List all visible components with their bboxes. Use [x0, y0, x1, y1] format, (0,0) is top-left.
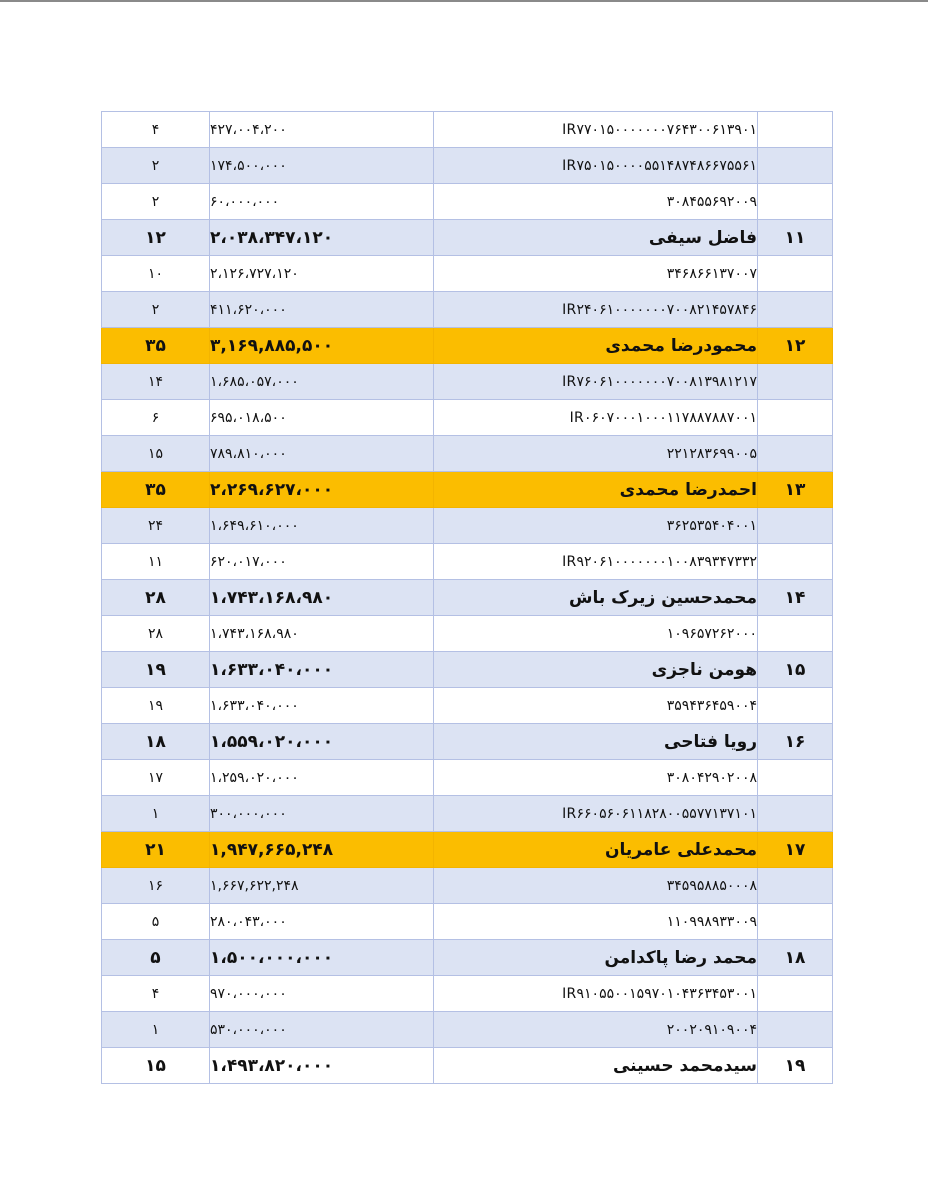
- row-number-cell: [758, 400, 833, 436]
- name-cell: ۳۴۶۸۶۶۱۳۷۰۰۷: [434, 256, 758, 292]
- row-number-cell: [758, 976, 833, 1012]
- amount-cell: ۲،۲۶۹،۶۲۷،۰۰۰: [210, 472, 434, 508]
- row-number-cell: [758, 760, 833, 796]
- table-row: [102, 616, 833, 652]
- count-cell: ۱۵: [102, 436, 210, 472]
- row-number-cell: ۱۲: [758, 328, 833, 364]
- row-number-cell: [758, 292, 833, 328]
- row-number-cell: ۱۳: [758, 472, 833, 508]
- count-cell: ۱: [102, 796, 210, 832]
- row-number-cell: [758, 364, 833, 400]
- name-cell: IR۶۶۰۵۶۰۶۱۱۸۲۸۰۰۵۵۷۷۱۳۷۱۰۱: [434, 796, 758, 832]
- row-number-cell: ۱۷: [758, 832, 833, 868]
- row-number-cell: [758, 436, 833, 472]
- amount-cell: ۱،۷۴۳،۱۶۸،۹۸۰: [210, 616, 434, 652]
- table-row: [102, 904, 833, 940]
- name-cell: IR۹۱۰۵۵۰۰۱۵۹۷۰۱۰۴۳۶۳۴۵۳۰۰۱: [434, 976, 758, 1012]
- count-cell: ۲: [102, 184, 210, 220]
- table-row: [102, 544, 833, 580]
- name-cell: محمد رضا پاکدامن: [434, 940, 758, 976]
- name-cell: IR۹۲۰۶۱۰۰۰۰۰۰۰۱۰۰۸۳۹۳۴۷۳۳۲: [434, 544, 758, 580]
- table-row-summary: [102, 580, 833, 616]
- count-cell: ۱۶: [102, 868, 210, 904]
- count-cell: ۳۵: [102, 328, 210, 364]
- amount-cell: ۱،۶۳۳،۰۴۰،۰۰۰: [210, 652, 434, 688]
- count-cell: ۲۸: [102, 580, 210, 616]
- amount-cell: ۲،۱۲۶،۷۲۷،۱۲۰: [210, 256, 434, 292]
- row-number-cell: ۱۸: [758, 940, 833, 976]
- amount-cell: ۱،۷۴۳،۱۶۸،۹۸۰: [210, 580, 434, 616]
- count-cell: ۱۷: [102, 760, 210, 796]
- table-row: [102, 508, 833, 544]
- count-cell: ۵: [102, 940, 210, 976]
- table-row-summary: [102, 724, 833, 760]
- amount-cell: ۱،۴۹۳،۸۲۰،۰۰۰: [210, 1048, 434, 1084]
- count-cell: ۱۸: [102, 724, 210, 760]
- row-number-cell: ۱۱: [758, 220, 833, 256]
- table-row: [102, 112, 833, 148]
- count-cell: ۱۵: [102, 1048, 210, 1084]
- table-row-summary: [102, 472, 833, 508]
- name-cell: IR۷۷۰۱۵۰۰۰۰۰۰۰۷۶۴۳۰۰۶۱۳۹۰۱: [434, 112, 758, 148]
- table-row: [102, 436, 833, 472]
- amount-cell: ۵۳۰،۰۰۰،۰۰۰: [210, 1012, 434, 1048]
- name-cell: ۱۰۹۶۵۷۲۶۲۰۰۰: [434, 616, 758, 652]
- amount-cell: ۱,۶۶۷,۶۲۲,۲۴۸: [210, 868, 434, 904]
- row-number-cell: [758, 148, 833, 184]
- table-row: [102, 1012, 833, 1048]
- name-cell: IR۷۵۰۱۵۰۰۰۰۵۵۱۴۸۷۴۸۶۶۷۵۵۶۱: [434, 148, 758, 184]
- row-number-cell: [758, 796, 833, 832]
- amount-cell: ۱,۹۴۷,۶۶۵,۲۴۸: [210, 832, 434, 868]
- amount-cell: ۱،۲۵۹،۰۲۰،۰۰۰: [210, 760, 434, 796]
- name-cell: ۳۰۸۰۴۲۹۰۲۰۰۸: [434, 760, 758, 796]
- count-cell: ۳۵: [102, 472, 210, 508]
- amount-cell: ۷۸۹،۸۱۰،۰۰۰: [210, 436, 434, 472]
- table-row: [102, 976, 833, 1012]
- row-number-cell: [758, 256, 833, 292]
- table-row: [102, 292, 833, 328]
- ledger-table: [101, 111, 833, 1084]
- amount-cell: ۳,۱۶۹,۸۸۵,۵۰۰: [210, 328, 434, 364]
- count-cell: ۴: [102, 976, 210, 1012]
- count-cell: ۲: [102, 292, 210, 328]
- count-cell: ۲: [102, 148, 210, 184]
- name-cell: ۲۰۰۲۰۹۱۰۹۰۰۴: [434, 1012, 758, 1048]
- name-cell: ۲۲۱۲۸۳۶۹۹۰۰۵: [434, 436, 758, 472]
- table-row-summary: [102, 940, 833, 976]
- top-border-line: [0, 0, 928, 2]
- amount-cell: ۱۷۴،۵۰۰،۰۰۰: [210, 148, 434, 184]
- row-number-cell: [758, 544, 833, 580]
- count-cell: ۱: [102, 1012, 210, 1048]
- table-row: [102, 256, 833, 292]
- name-cell: IR۷۶۰۶۱۰۰۰۰۰۰۰۷۰۰۸۱۳۹۸۱۲۱۷: [434, 364, 758, 400]
- table-row: [102, 364, 833, 400]
- amount-cell: ۱،۶۳۳،۰۴۰،۰۰۰: [210, 688, 434, 724]
- name-cell: سیدمحمد حسینی: [434, 1048, 758, 1084]
- name-cell: محمدحسین زیرک باش: [434, 580, 758, 616]
- table-row: [102, 184, 833, 220]
- name-cell: IR۰۶۰۷۰۰۰۱۰۰۰۱۱۷۸۸۷۸۸۷۰۰۱: [434, 400, 758, 436]
- row-number-cell: ۱۹: [758, 1048, 833, 1084]
- count-cell: ۱۹: [102, 688, 210, 724]
- amount-cell: ۲،۰۳۸،۳۴۷،۱۲۰: [210, 220, 434, 256]
- amount-cell: ۱،۵۰۰،۰۰۰،۰۰۰: [210, 940, 434, 976]
- row-number-cell: [758, 1012, 833, 1048]
- count-cell: ۱۱: [102, 544, 210, 580]
- count-cell: ۱۲: [102, 220, 210, 256]
- amount-cell: ۱،۵۵۹،۰۲۰،۰۰۰: [210, 724, 434, 760]
- amount-cell: ۴۲۷،۰۰۴،۲۰۰: [210, 112, 434, 148]
- table-row-summary: [102, 328, 833, 364]
- count-cell: ۶: [102, 400, 210, 436]
- table-row: [102, 760, 833, 796]
- row-number-cell: ۱۴: [758, 580, 833, 616]
- row-number-cell: [758, 112, 833, 148]
- count-cell: ۱۴: [102, 364, 210, 400]
- count-cell: ۴: [102, 112, 210, 148]
- amount-cell: ۶۹۵،۰۱۸،۵۰۰: [210, 400, 434, 436]
- count-cell: ۱۰: [102, 256, 210, 292]
- count-cell: ۵: [102, 904, 210, 940]
- ledger-body: [102, 112, 833, 1084]
- table-row-summary: [102, 832, 833, 868]
- name-cell: هومن ناجزی: [434, 652, 758, 688]
- row-number-cell: [758, 868, 833, 904]
- amount-cell: ۳۰۰،۰۰۰،۰۰۰: [210, 796, 434, 832]
- count-cell: ۲۴: [102, 508, 210, 544]
- row-number-cell: ۱۵: [758, 652, 833, 688]
- table-row-summary: [102, 652, 833, 688]
- amount-cell: ۴۱۱،۶۲۰،۰۰۰: [210, 292, 434, 328]
- name-cell: محمدعلی عامریان: [434, 832, 758, 868]
- row-number-cell: ۱۶: [758, 724, 833, 760]
- table-row: [102, 796, 833, 832]
- name-cell: محمودرضا محمدی: [434, 328, 758, 364]
- row-number-cell: [758, 688, 833, 724]
- row-number-cell: [758, 904, 833, 940]
- name-cell: ۳۵۹۴۳۶۴۵۹۰۰۴: [434, 688, 758, 724]
- name-cell: ۳۶۲۵۳۵۴۰۴۰۰۱: [434, 508, 758, 544]
- table-row: [102, 688, 833, 724]
- amount-cell: ۱،۶۸۵،۰۵۷،۰۰۰: [210, 364, 434, 400]
- amount-cell: ۶۰،۰۰۰،۰۰۰: [210, 184, 434, 220]
- name-cell: ۳۰۸۴۵۵۶۹۲۰۰۹: [434, 184, 758, 220]
- row-number-cell: [758, 616, 833, 652]
- row-number-cell: [758, 184, 833, 220]
- count-cell: ۲۸: [102, 616, 210, 652]
- table-row-summary: [102, 1048, 833, 1084]
- name-cell: احمدرضا محمدی: [434, 472, 758, 508]
- name-cell: IR۲۴۰۶۱۰۰۰۰۰۰۰۷۰۰۸۲۱۴۵۷۸۴۶: [434, 292, 758, 328]
- table-row-summary: [102, 220, 833, 256]
- count-cell: ۱۹: [102, 652, 210, 688]
- name-cell: ۳۴۵۹۵۸۸۵۰۰۰۸: [434, 868, 758, 904]
- amount-cell: ۱،۶۴۹،۶۱۰،۰۰۰: [210, 508, 434, 544]
- amount-cell: ۶۲۰،۰۱۷،۰۰۰: [210, 544, 434, 580]
- amount-cell: ۲۸۰،۰۴۳،۰۰۰: [210, 904, 434, 940]
- count-cell: ۲۱: [102, 832, 210, 868]
- table-row: [102, 148, 833, 184]
- table-row: [102, 400, 833, 436]
- name-cell: ۱۱۰۹۹۸۹۳۳۰۰۹: [434, 904, 758, 940]
- row-number-cell: [758, 508, 833, 544]
- amount-cell: ۹۷۰،۰۰۰،۰۰۰: [210, 976, 434, 1012]
- name-cell: فاضل سیفی: [434, 220, 758, 256]
- name-cell: رویا فتاحی: [434, 724, 758, 760]
- table-row: [102, 868, 833, 904]
